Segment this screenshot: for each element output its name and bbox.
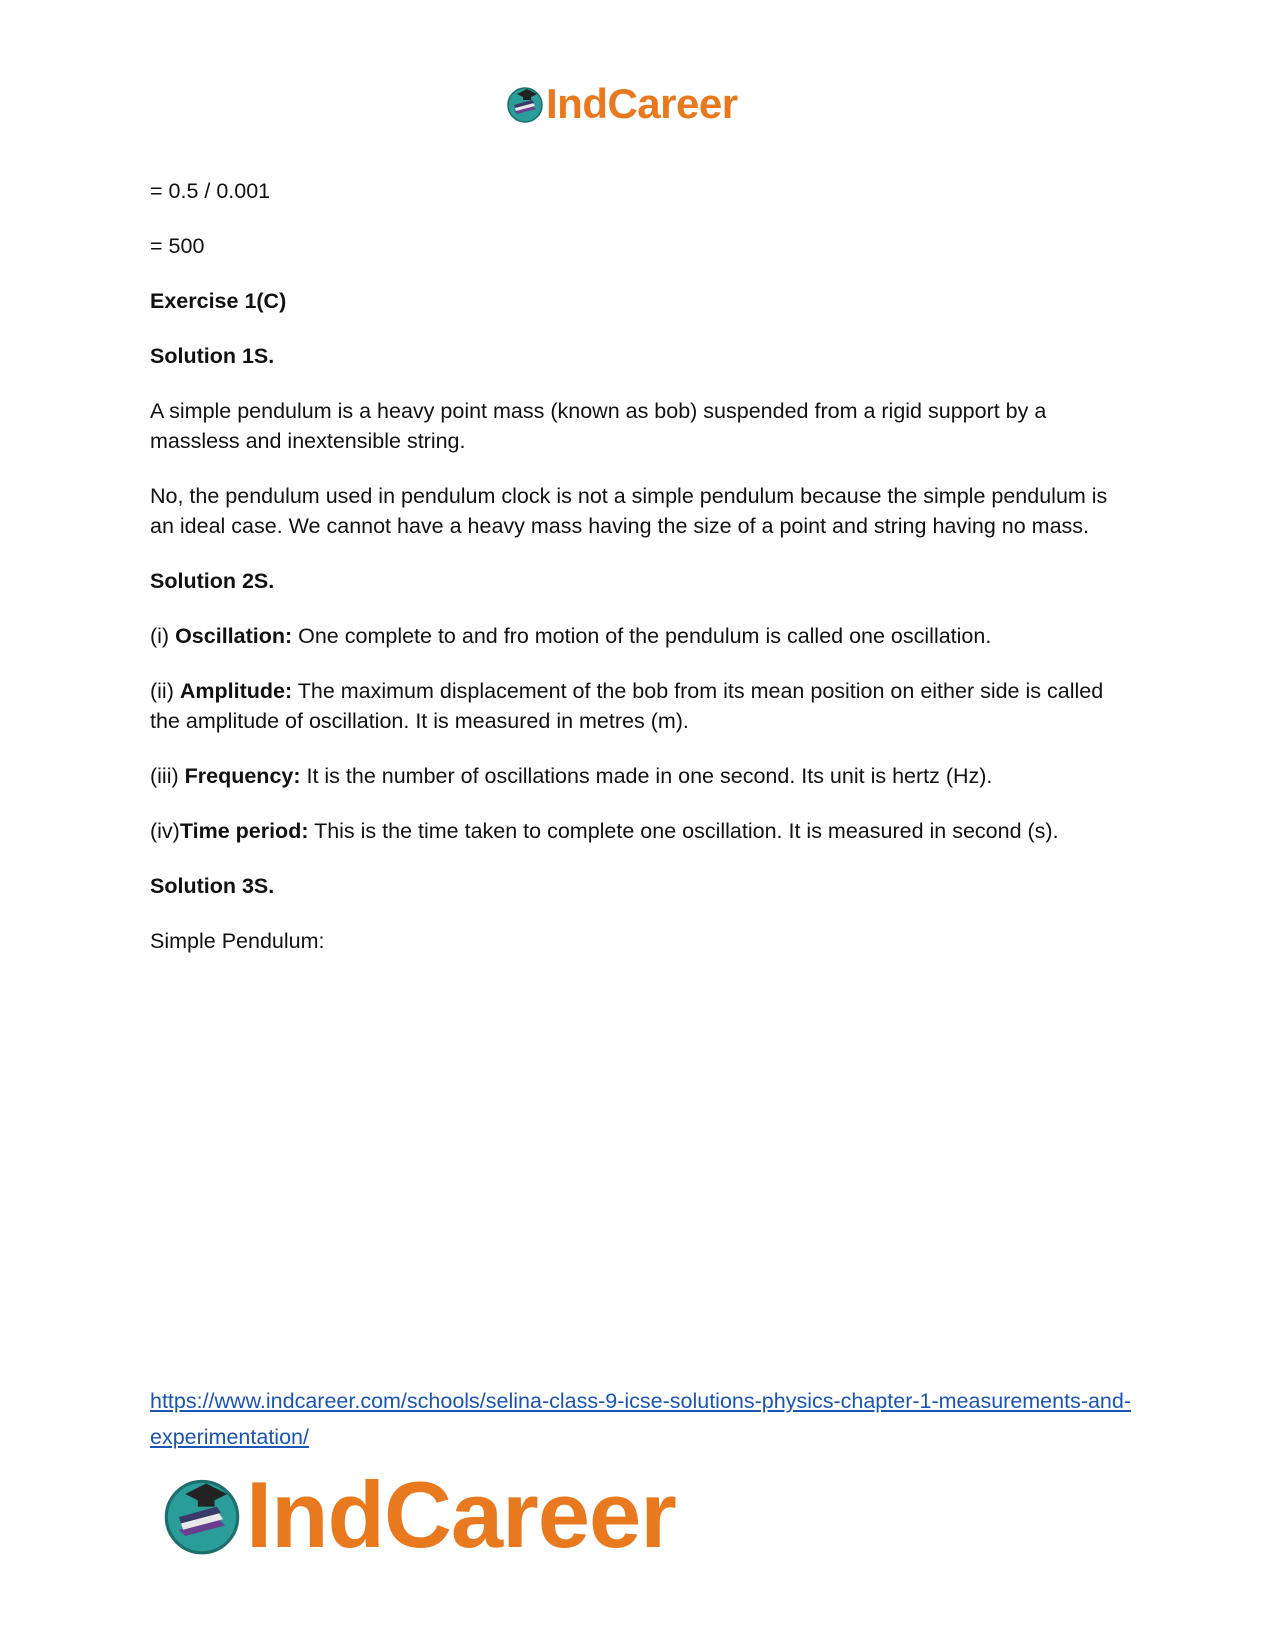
definition-amplitude: [150, 676, 1130, 736]
item-text: The maximum displacement of the bob from its mean position on either side is called the amplitude of oscillation. It is measured in metres (m).: [150, 679, 1104, 733]
globe-books-icon: [160, 1473, 244, 1557]
solution-1-heading: Solution 1S.: [150, 344, 275, 368]
logo-text: IndCareer: [246, 1462, 676, 1567]
logo-text: IndCareer: [546, 80, 738, 127]
item-term: Time period:: [179, 819, 309, 843]
equation-result: = 500: [150, 234, 205, 258]
solution-3-heading: Solution 3S.: [150, 874, 275, 898]
definition-oscillation: [150, 621, 1130, 651]
exercise-heading: Exercise 1(C): [150, 289, 287, 313]
item-text: It is the number of oscillations made in one second. Its unit is hertz (Hz).: [300, 764, 993, 788]
solution-3-text: Simple Pendulum:: [150, 929, 325, 953]
item-text: This is the time taken to complete one oscillation. It is measured in second (s).: [308, 819, 1059, 843]
item-term: Frequency:: [184, 764, 301, 788]
header-logo: [505, 80, 738, 128]
footer-source-link[interactable]: https://www.indcareer.com/schools/selina-class-9-icse-solutions-physics-chapter-1-measurements-and-experimentation/: [150, 1389, 1132, 1449]
definition-frequency: [150, 761, 1130, 791]
solution-1-paragraph-2: No, the pendulum used in pendulum clock is not a simple pendulum because the simple pendulum is an ideal case. We cannot have a heavy mass having the size of a point and string having no mass.: [150, 484, 1108, 538]
item-text: One complete to and fro motion of the pendulum is called one oscillation.: [292, 624, 992, 648]
document-body: [150, 176, 1130, 981]
globe-books-icon: [505, 84, 545, 124]
item-term: Oscillation:: [175, 624, 293, 648]
equation-line: = 0.5 / 0.001: [150, 179, 271, 203]
solution-1-paragraph-1: A simple pendulum is a heavy point mass (known as bob) suspended from a rigid support by a massless and inextensible string.: [150, 399, 1047, 453]
solution-2-heading: Solution 2S.: [150, 569, 275, 593]
item-prefix: (iii): [150, 764, 185, 788]
footer-logo: [160, 1462, 676, 1567]
item-term: Amplitude:: [179, 679, 293, 703]
item-prefix: (iv): [150, 819, 180, 843]
item-prefix: (i): [150, 624, 176, 648]
item-prefix: (ii): [150, 679, 180, 703]
definition-time-period: [150, 816, 1130, 846]
